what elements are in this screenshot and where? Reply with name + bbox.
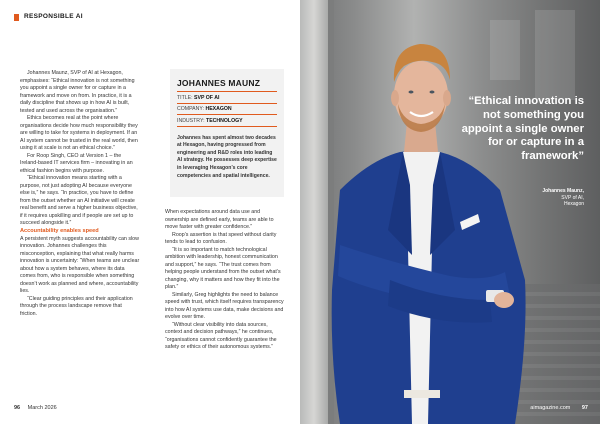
profile-industry-value: TECHNOLOGY bbox=[206, 117, 243, 124]
paragraph: A persistent myth suggests accountability can slow innovation. Johannes challenges this misconception, explaining that what really harms innovation is uncertainty: “When teams are unclear about how a system behaves, where its data comes from, who is responsible when something doesn’t work as planned and where, accountability lies. bbox=[20, 235, 140, 295]
profile-industry-label: INDUSTRY: bbox=[177, 117, 205, 124]
paragraph: Johannes Maunz, SVP of AI at Hexagon, emphasises: “Ethical innovation is not something you appoint a single owner for or capture in a framework and move on from. In practice, it is a daily discipline that shows up in how AI is built, tested and used across the organisation.” bbox=[20, 70, 135, 114]
paragraph: For Roop Singh, CEO at Version 1 – the Ireland-based IT services firm – innovating in an ethical fashion begins with purpose. bbox=[20, 152, 133, 174]
paragraph: Similarly, Greg highlights the need to balance speed with trust, which itself requires transparency into how AI systems use data, make decisions and evolve over time. bbox=[165, 291, 284, 321]
belt bbox=[404, 390, 440, 398]
page-number-right: 97 bbox=[581, 405, 588, 411]
quote-attribution bbox=[504, 188, 584, 208]
site-url: aimagazine.com bbox=[530, 405, 571, 411]
paragraph: “It is so important to match technological ambition with leadership, honest communication and support,” he says. “The trust comes from helping people understand from the outset what’s changing, why it matters and how they fit into the plan.” bbox=[165, 246, 281, 291]
profile-industry-row bbox=[177, 115, 277, 127]
eye bbox=[409, 91, 414, 94]
profile-company-label: COMPANY: bbox=[177, 106, 204, 112]
profile-title-label: TITLE: bbox=[177, 94, 193, 101]
portrait-photo bbox=[300, 0, 600, 424]
right-page-photo bbox=[300, 0, 600, 424]
section-marker bbox=[14, 14, 19, 21]
paragraph: Ethics becomes real at the point where organisations decide how much responsibility they are willing to take for systems in deployment. If an AI system cannot be trusted in the real world, then using it at scale is not an ethical choice.” bbox=[20, 115, 138, 152]
profile-box bbox=[170, 69, 284, 197]
article-column-2 bbox=[165, 209, 285, 352]
page-number-left: 96 bbox=[14, 405, 21, 411]
profile-company-value: HEXAGON bbox=[205, 106, 232, 112]
paragraph: When expectations around data use and ownership are defined early, teams are able to move faster with greater confidence.” bbox=[165, 209, 274, 231]
ear bbox=[443, 90, 451, 106]
profile-company-row bbox=[177, 104, 277, 116]
footer-right bbox=[530, 405, 588, 411]
paragraph: “Ethical innovation means starting with a purpose, not just adopting AI because everyone else is,” he says. “In practice, you have to define from the outset whether an AI initiative will create real benefit and serve a higher business objective, if it requires upskilling and if people are set up to succeed alongside it.” bbox=[20, 175, 138, 227]
section-label: RESPONSIBLE AI bbox=[24, 13, 83, 20]
attribution-role: SVP of AI, bbox=[561, 194, 584, 201]
attribution-name: Johannes Maunz, bbox=[542, 188, 584, 194]
profile-title-value: SVP OF AI bbox=[194, 94, 220, 101]
attribution-company: Hexagon bbox=[563, 201, 584, 207]
pull-quote: “Ethical innovation is not something you appoint a single owner for or capture in a framework” bbox=[461, 95, 584, 163]
profile-name: JOHANNES MAUNZ bbox=[177, 78, 277, 92]
ear bbox=[391, 90, 399, 106]
hand bbox=[494, 292, 514, 308]
paragraph: “Clear guiding principles and their application through the process landscape remove that friction. bbox=[20, 295, 133, 317]
profile-bio: Johannes has spent almost two decades at Hexagon, having progressed from engineering and R&D roles into leading AI strategy. He possesses deep expertise in leveraging Hexagon’s core competencies and spatial intelligence. bbox=[177, 134, 277, 179]
issue-date: March 2026 bbox=[27, 405, 57, 411]
footer-left bbox=[14, 405, 57, 411]
profile-title-row bbox=[177, 92, 277, 104]
subheading: Accountability enables speed bbox=[20, 227, 99, 234]
eye bbox=[430, 91, 435, 94]
paragraph: “Without clear visibility into data sources, context and decision pathways,” he continues, “organisations cannot confidently guarantee the safety or ethics of their autonomous systems.” bbox=[165, 321, 277, 351]
paragraph: Roop’s assertion is that speed without clarity tends to lead to confusion. bbox=[165, 231, 277, 246]
article-column-1 bbox=[20, 70, 140, 318]
